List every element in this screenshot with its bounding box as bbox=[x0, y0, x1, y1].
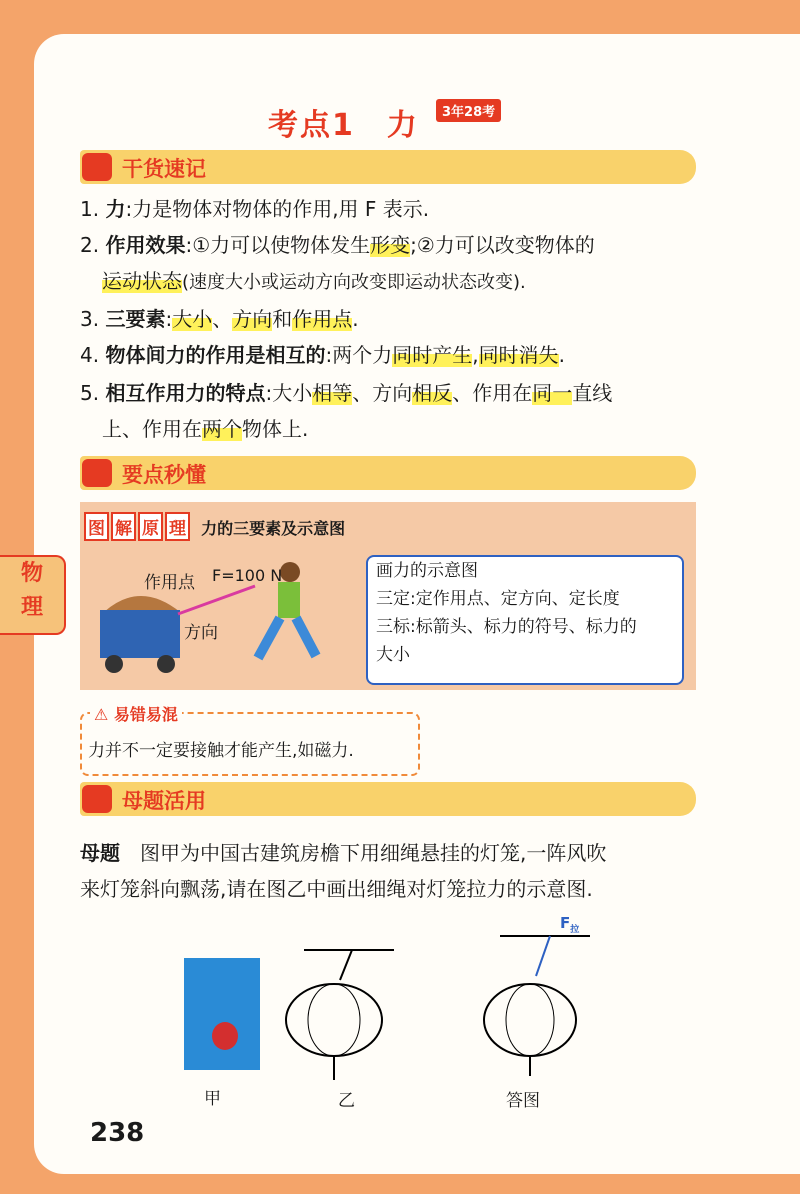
page-title: 考点1 力 bbox=[268, 108, 419, 143]
problem-line: 来灯笼斜向飘荡,请在图乙中画出细绳对灯笼拉力的示意图. bbox=[80, 877, 593, 901]
rule-line: 大小 bbox=[376, 645, 410, 665]
lantern-figure-yi bbox=[274, 940, 414, 1090]
problem-line: 母题 图甲为中国古建筑房檐下用细绳悬挂的灯笼,一阵风吹 bbox=[80, 841, 607, 865]
section-header-problem bbox=[80, 782, 696, 816]
force-label: F=100 N bbox=[212, 566, 283, 585]
section-header-keypoints bbox=[80, 456, 696, 490]
lantern-figure-answer bbox=[470, 920, 610, 1080]
warning-text: 力并不一定要接触才能产生,如磁力. bbox=[88, 741, 354, 761]
cart-wheel bbox=[105, 655, 123, 673]
rule-line: 画力的示意图 bbox=[376, 561, 478, 581]
cart-load bbox=[104, 596, 180, 612]
book-icon bbox=[82, 153, 112, 181]
warning-title: 易错易混 bbox=[113, 705, 178, 724]
lantern-photo bbox=[184, 958, 260, 1070]
list-item: 1. 力:力是物体对物体的作用,用 F 表示. bbox=[80, 197, 430, 221]
lantern-shape bbox=[212, 1022, 238, 1050]
person-legs bbox=[258, 618, 316, 658]
rule-line: 三标:标箭头、标力的符号、标力的 bbox=[376, 617, 637, 637]
rule-line: 三定:定作用点、定方向、定长度 bbox=[376, 589, 620, 609]
list-item: 3. 三要素:大小、方向和作用点. bbox=[80, 307, 359, 331]
diagram-tags: 图 解 原 理 力的三要素及示意图 bbox=[84, 512, 345, 541]
list-item-cont: 上、作用在两个物体上. bbox=[102, 417, 309, 441]
cart-wheel bbox=[157, 655, 175, 673]
warning-box: ⚠ 易错易混 力并不一定要接触才能产生,如磁力. bbox=[80, 712, 420, 776]
exam-frequency-badge: 3年28考 bbox=[436, 99, 501, 122]
person-body bbox=[278, 582, 300, 618]
list-item-cont: 运动状态(速度大小或运动方向改变即运动状态改变). bbox=[102, 269, 526, 293]
subject-tab[interactable] bbox=[0, 555, 66, 635]
section-label: 干货速记 bbox=[122, 157, 206, 181]
figure-label-answer: 答图 bbox=[506, 1091, 540, 1111]
section-label: 母题活用 bbox=[122, 789, 206, 813]
list-item: 4. 物体间力的作用是相互的:两个力同时产生,同时消失. bbox=[80, 343, 565, 367]
list-item: 5. 相互作用力的特点:大小相等、方向相反、作用在同一直线 bbox=[80, 381, 613, 405]
subject-tab-char: 理 bbox=[20, 595, 43, 620]
point-label: 作用点 bbox=[144, 573, 195, 593]
pencil-note-icon bbox=[82, 459, 112, 487]
figure-label-yi: 乙 bbox=[338, 1091, 355, 1111]
answer-force-label: $F_拉$ bbox=[560, 914, 580, 935]
section-header-notes bbox=[80, 150, 696, 184]
cart-body bbox=[100, 610, 180, 658]
subject-tab-char: 物 bbox=[20, 561, 43, 586]
page-number: 238 bbox=[90, 1118, 145, 1148]
direction-label: 方向 bbox=[184, 623, 218, 643]
edit-icon bbox=[82, 785, 112, 813]
diagram-title: 力的三要素及示意图 bbox=[201, 519, 346, 538]
list-item: 2. 作用效果:①力可以使物体发生形变;②力可以改变物体的 bbox=[80, 233, 595, 257]
section-label: 要点秒懂 bbox=[122, 463, 206, 487]
person-head bbox=[280, 562, 300, 582]
figure-label-jia: 甲 bbox=[204, 1089, 221, 1109]
force-diagram-rules-box bbox=[366, 555, 684, 685]
